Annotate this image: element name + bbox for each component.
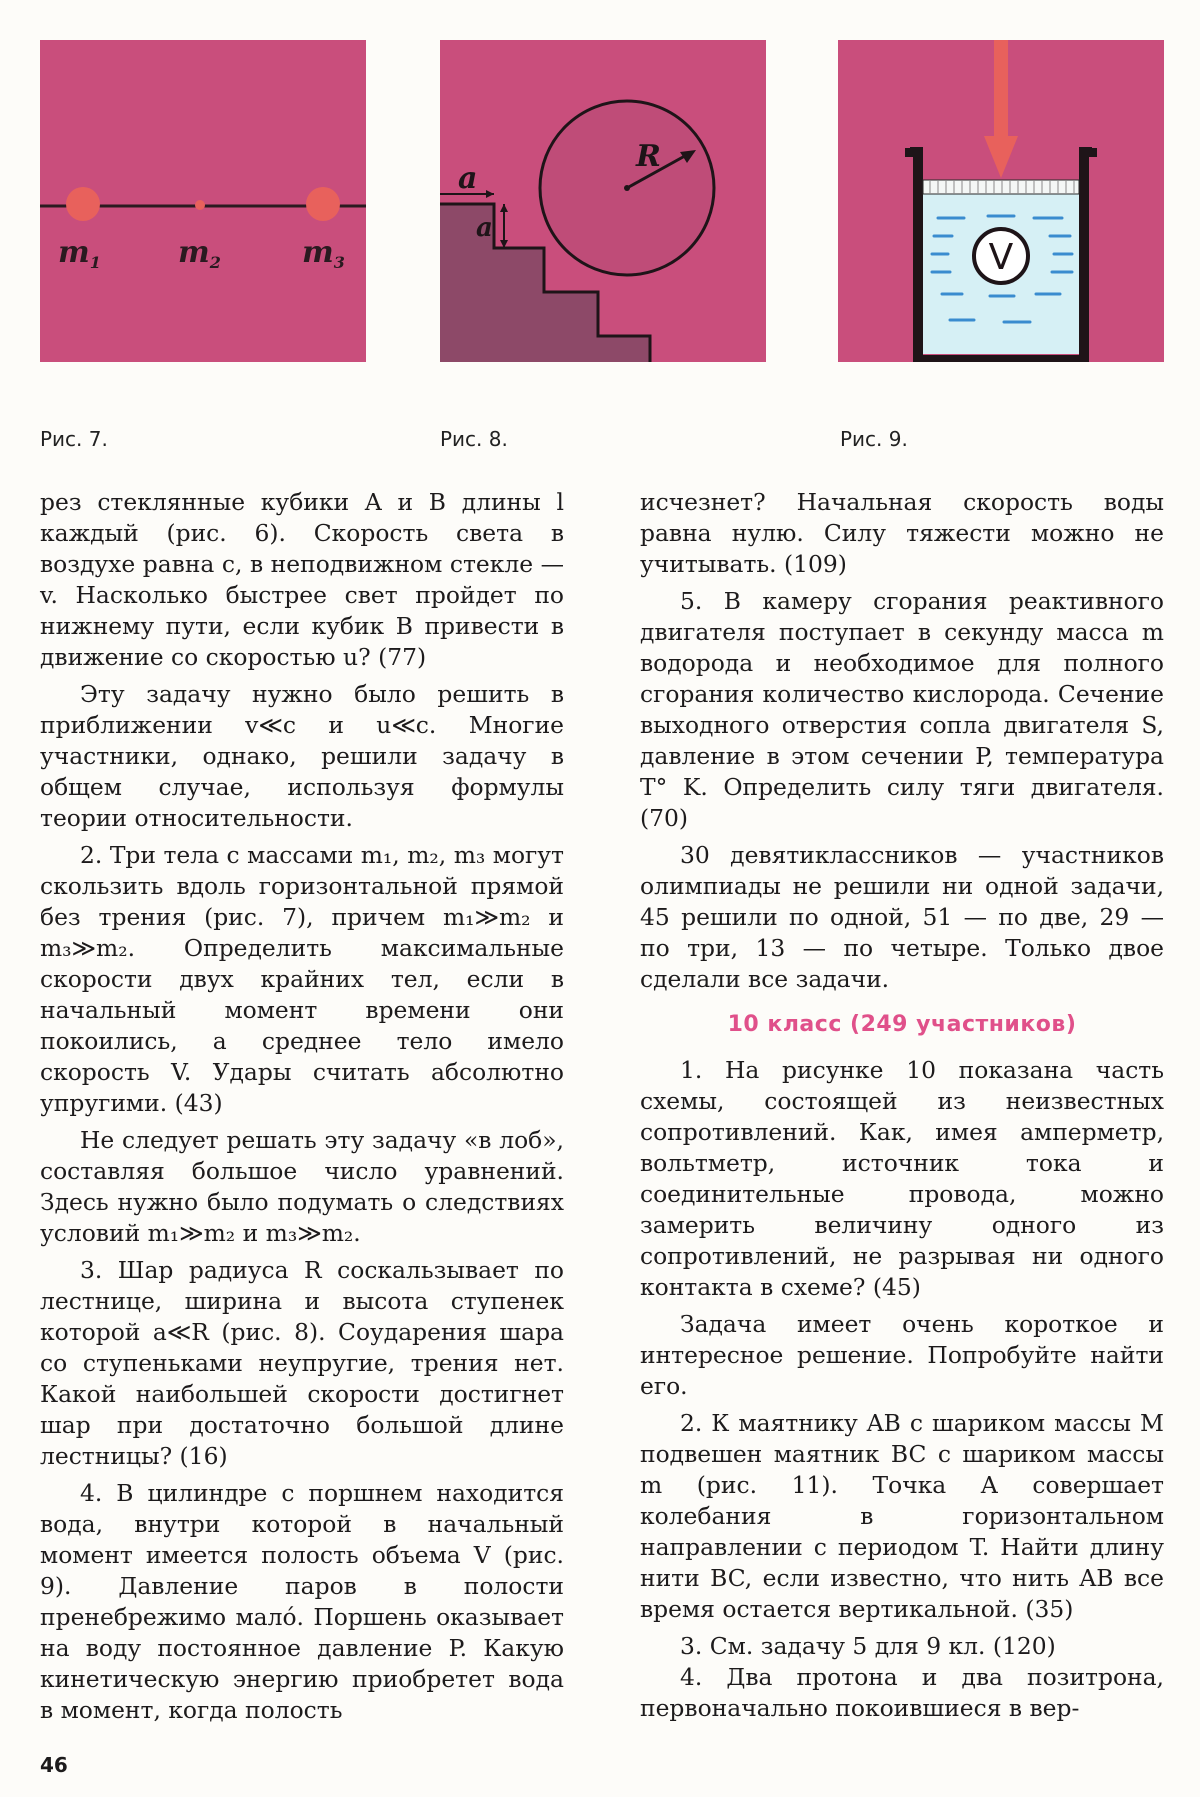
step-width-label: a [458, 161, 478, 196]
cavity-volume-label: V [988, 237, 1014, 278]
mass-2-dot [195, 200, 205, 210]
problem-5: 5. В камеру сгорания реактивного двигателя поступает в секунду масса m водорода и необходимое для полного сгорания количество кислорода. Сечение выходного отверстия сопла двигателя S, давление в этом сечении P, температура T° K. Определить силу тяги двигателя. (70) [640, 587, 1164, 832]
left-column [40, 487, 564, 1726]
problem-3: 3. Шар радиуса R соскальзывает по лестнице, ширина и высота ступенек которой a≪R (рис. 8). Соударения шара со ступеньками неупругие, трения нет. Какой наибольшей скорости достигнет шар при достаточно большой длине лестницы? (16) [40, 1256, 564, 1470]
problem-2: 2. Три тела с массами m₁, m₂, m₃ могут скользить вдоль горизонтальной прямой без трения (рис. 7), причем m₁≫m₂ и m₃≫m₂. Определить максимальные скорости двух крайних тел, если в начальный момент времени они покоились, а среднее тело имело скорость V. Удары считать абсолютно упругими. (43) [40, 841, 564, 1117]
mass-3-dot [306, 187, 340, 221]
paragraph-continued-right: исчезнет? Начальная скорость воды равна нулю. Силу тяжести можно не учитывать. (109) [640, 488, 1164, 578]
problem-10-3: 3. См. задачу 5 для 9 кл. (120) [680, 1632, 1056, 1660]
step-height-label: a [476, 213, 493, 243]
mass-1-sub: 1 [89, 253, 101, 272]
figure-9-caption: Рис. 9. [840, 427, 908, 451]
paragraph-note-1: Эту задачу нужно было решить в приближении v≪c и u≪c. Многие участники, однако, решили задачу в общем случае, используя формулы теории относительности. [40, 680, 564, 832]
paragraph-continued: рез стеклянные кубики A и B длины l каждый (рис. 6). Скорость света в воздухе равна c, в неподвижном стекле — v. Насколько быстрее свет пройдет по нижнему пути, если кубик B привести в движение со скоростью u? (77) [40, 488, 564, 671]
figure-9 [838, 40, 1164, 362]
page-number: 46 [40, 1753, 68, 1777]
mass-3-sub: 3 [333, 253, 345, 272]
mass-1-label: m [58, 235, 90, 270]
paragraph-note-2: Не следует решать эту задачу «в лоб», составляя большое число уравнений. Здесь нужно было подумать о следствиях условий m₁≫m₂ и m₃≫m₂. [40, 1126, 564, 1247]
figure-8 [440, 40, 766, 362]
mass-3-label: m [302, 235, 334, 270]
figure-7-illustration [40, 40, 366, 362]
mass-2-sub: 2 [209, 253, 221, 272]
mass-1-dot [66, 187, 100, 221]
paragraph-note-3: Задача имеет очень короткое и интересное решение. Попробуйте найти его. [640, 1310, 1164, 1400]
paragraph-statistics: 30 девятиклассников — участников олимпиады не решили ни одной задачи, 45 решили по одной, 51 — по две, 29 — по три, 13 — по четыре. Только двое сделали все задачи. [640, 841, 1164, 993]
figure-7 [40, 40, 366, 362]
figure-8-caption: Рис. 8. [440, 427, 508, 451]
radius-label: R [636, 139, 661, 174]
problem-10-1: 1. На рисунке 10 показана часть схемы, состоящей из неизвестных сопротивлений. Как, имея амперметр, вольтметр, источник тока и соединительные провода, можно замерить величину одного из сопротивлений, не разрывая ни одного контакта в схеме? (45) [640, 1056, 1164, 1301]
right-column [640, 487, 1164, 1724]
figure-7-caption: Рис. 7. [40, 427, 108, 451]
mass-2-label: m [178, 235, 210, 270]
problem-10-2: 2. К маятнику AB с шариком массы M подвешен маятник BC с шариком массы m (рис. 11). Точка A совершает колебания в горизонтальном направлении с периодом T. Найти длину нити BC, если известно, что нить AB все время остается вертикальной. (35) [640, 1409, 1164, 1623]
figure-8-illustration [440, 40, 766, 362]
figure-9-illustration [838, 40, 1164, 362]
problem-4: 4. В цилиндре с поршнем находится вода, внутри которой в начальный момент имеется полость объема V (рис. 9). Давление паров в полости пренебрежимо мало́. Поршень оказывает на воду постоянное давление P. Какую кинетическую энергию приобретет вода в момент, когда полость [40, 1479, 564, 1724]
pressure-arrow [994, 40, 1008, 138]
section-heading: 10 класс (249 участников) [727, 1012, 1077, 1037]
problem-10-4: 4. Два протона и два позитрона, первоначально покоившиеся в вер- [640, 1663, 1164, 1722]
